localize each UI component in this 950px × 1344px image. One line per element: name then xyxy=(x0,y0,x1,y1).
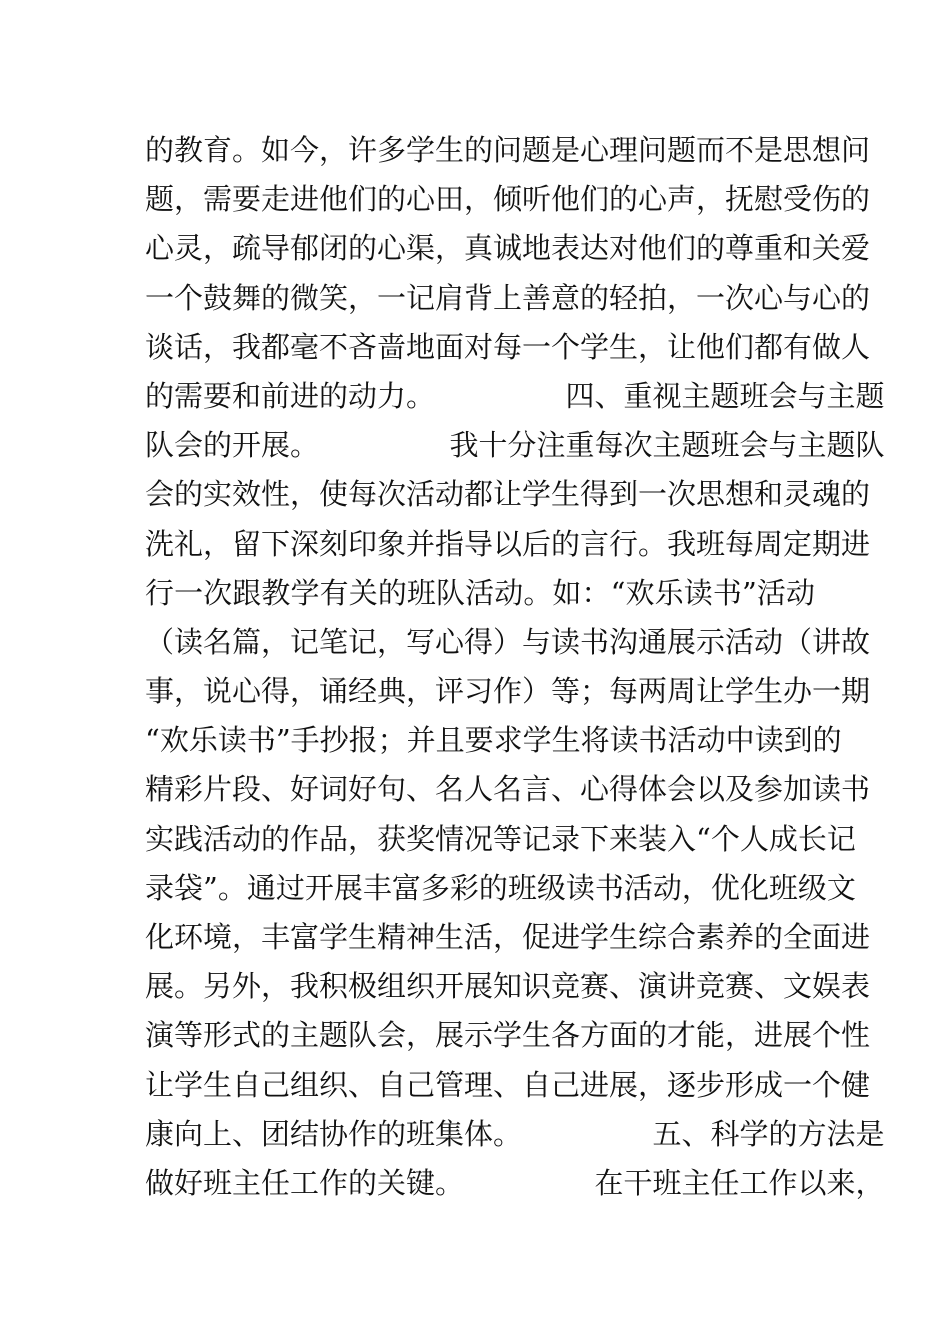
body-text xyxy=(145,126,885,1208)
text-line: 事，说心得，诵经典，评习作）等；每两周让学生办一期 xyxy=(145,674,871,709)
text-line: 队会的开展。 我十分注重每次主题班会与主题队 xyxy=(145,428,885,463)
text-line: 实践活动的作品，获奖情况等记录下来装入“个人成长记 xyxy=(145,821,856,856)
text-line: 会的实效性，使每次活动都让学生得到一次思想和灵魂的 xyxy=(145,477,871,512)
text-line: 录袋”。通过开展丰富多彩的班级读书活动，优化班级文 xyxy=(145,870,856,905)
text-line: 的需要和前进的动力。 四、重视主题班会与主题 xyxy=(145,378,885,413)
text-line: 化环境，丰富学生精神生活，促进学生综合素养的全面进 xyxy=(145,920,871,954)
text-line: 洗礼，留下深刻印象并指导以后的言行。我班每周定期进 xyxy=(145,526,871,561)
text-line: （读名篇，记笔记，写心得）与读书沟通展示活动（讲故 xyxy=(145,624,871,659)
text-line: “欢乐读书”手抄报；并且要求学生将读书活动中读到的 xyxy=(145,723,842,758)
text-line: 行一次跟教学有关的班队活动。如：“欢乐读书”活动 xyxy=(145,575,815,610)
text-line: 精彩片段、好词好句、名人名言、心得体会以及参加读书 xyxy=(145,772,871,807)
text-line: 谈话，我都毫不吝啬地面对每一个学生，让他们都有做人 xyxy=(145,329,871,364)
text-line: 做好班主任工作的关键。 在干班主任工作以来， xyxy=(145,1165,885,1200)
text-line: 的教育。如今，许多学生的问题是心理问题而不是思想问 xyxy=(145,133,871,167)
text-line: 一个鼓舞的微笑，一记肩背上善意的轻拍，一次心与心的 xyxy=(145,280,871,315)
text-line: 题，需要走进他们的心田，倾听他们的心声，抚慰受伤的 xyxy=(145,182,871,217)
text-line: 展。另外，我积极组织开展知识竞赛、演讲竞赛、文娱表 xyxy=(145,969,871,1004)
text-line: 让学生自己组织、自己管理、自己进展，逐步形成一个健 xyxy=(145,1067,871,1102)
text-line: 心灵，疏导郁闭的心渠，真诚地表达对他们的尊重和关爱 xyxy=(145,231,871,266)
text-line: 演等形式的主题队会，展示学生各方面的才能，进展个性 xyxy=(145,1018,871,1053)
text-line: 康向上、团结协作的班集体。 五、科学的方法是 xyxy=(145,1116,885,1151)
